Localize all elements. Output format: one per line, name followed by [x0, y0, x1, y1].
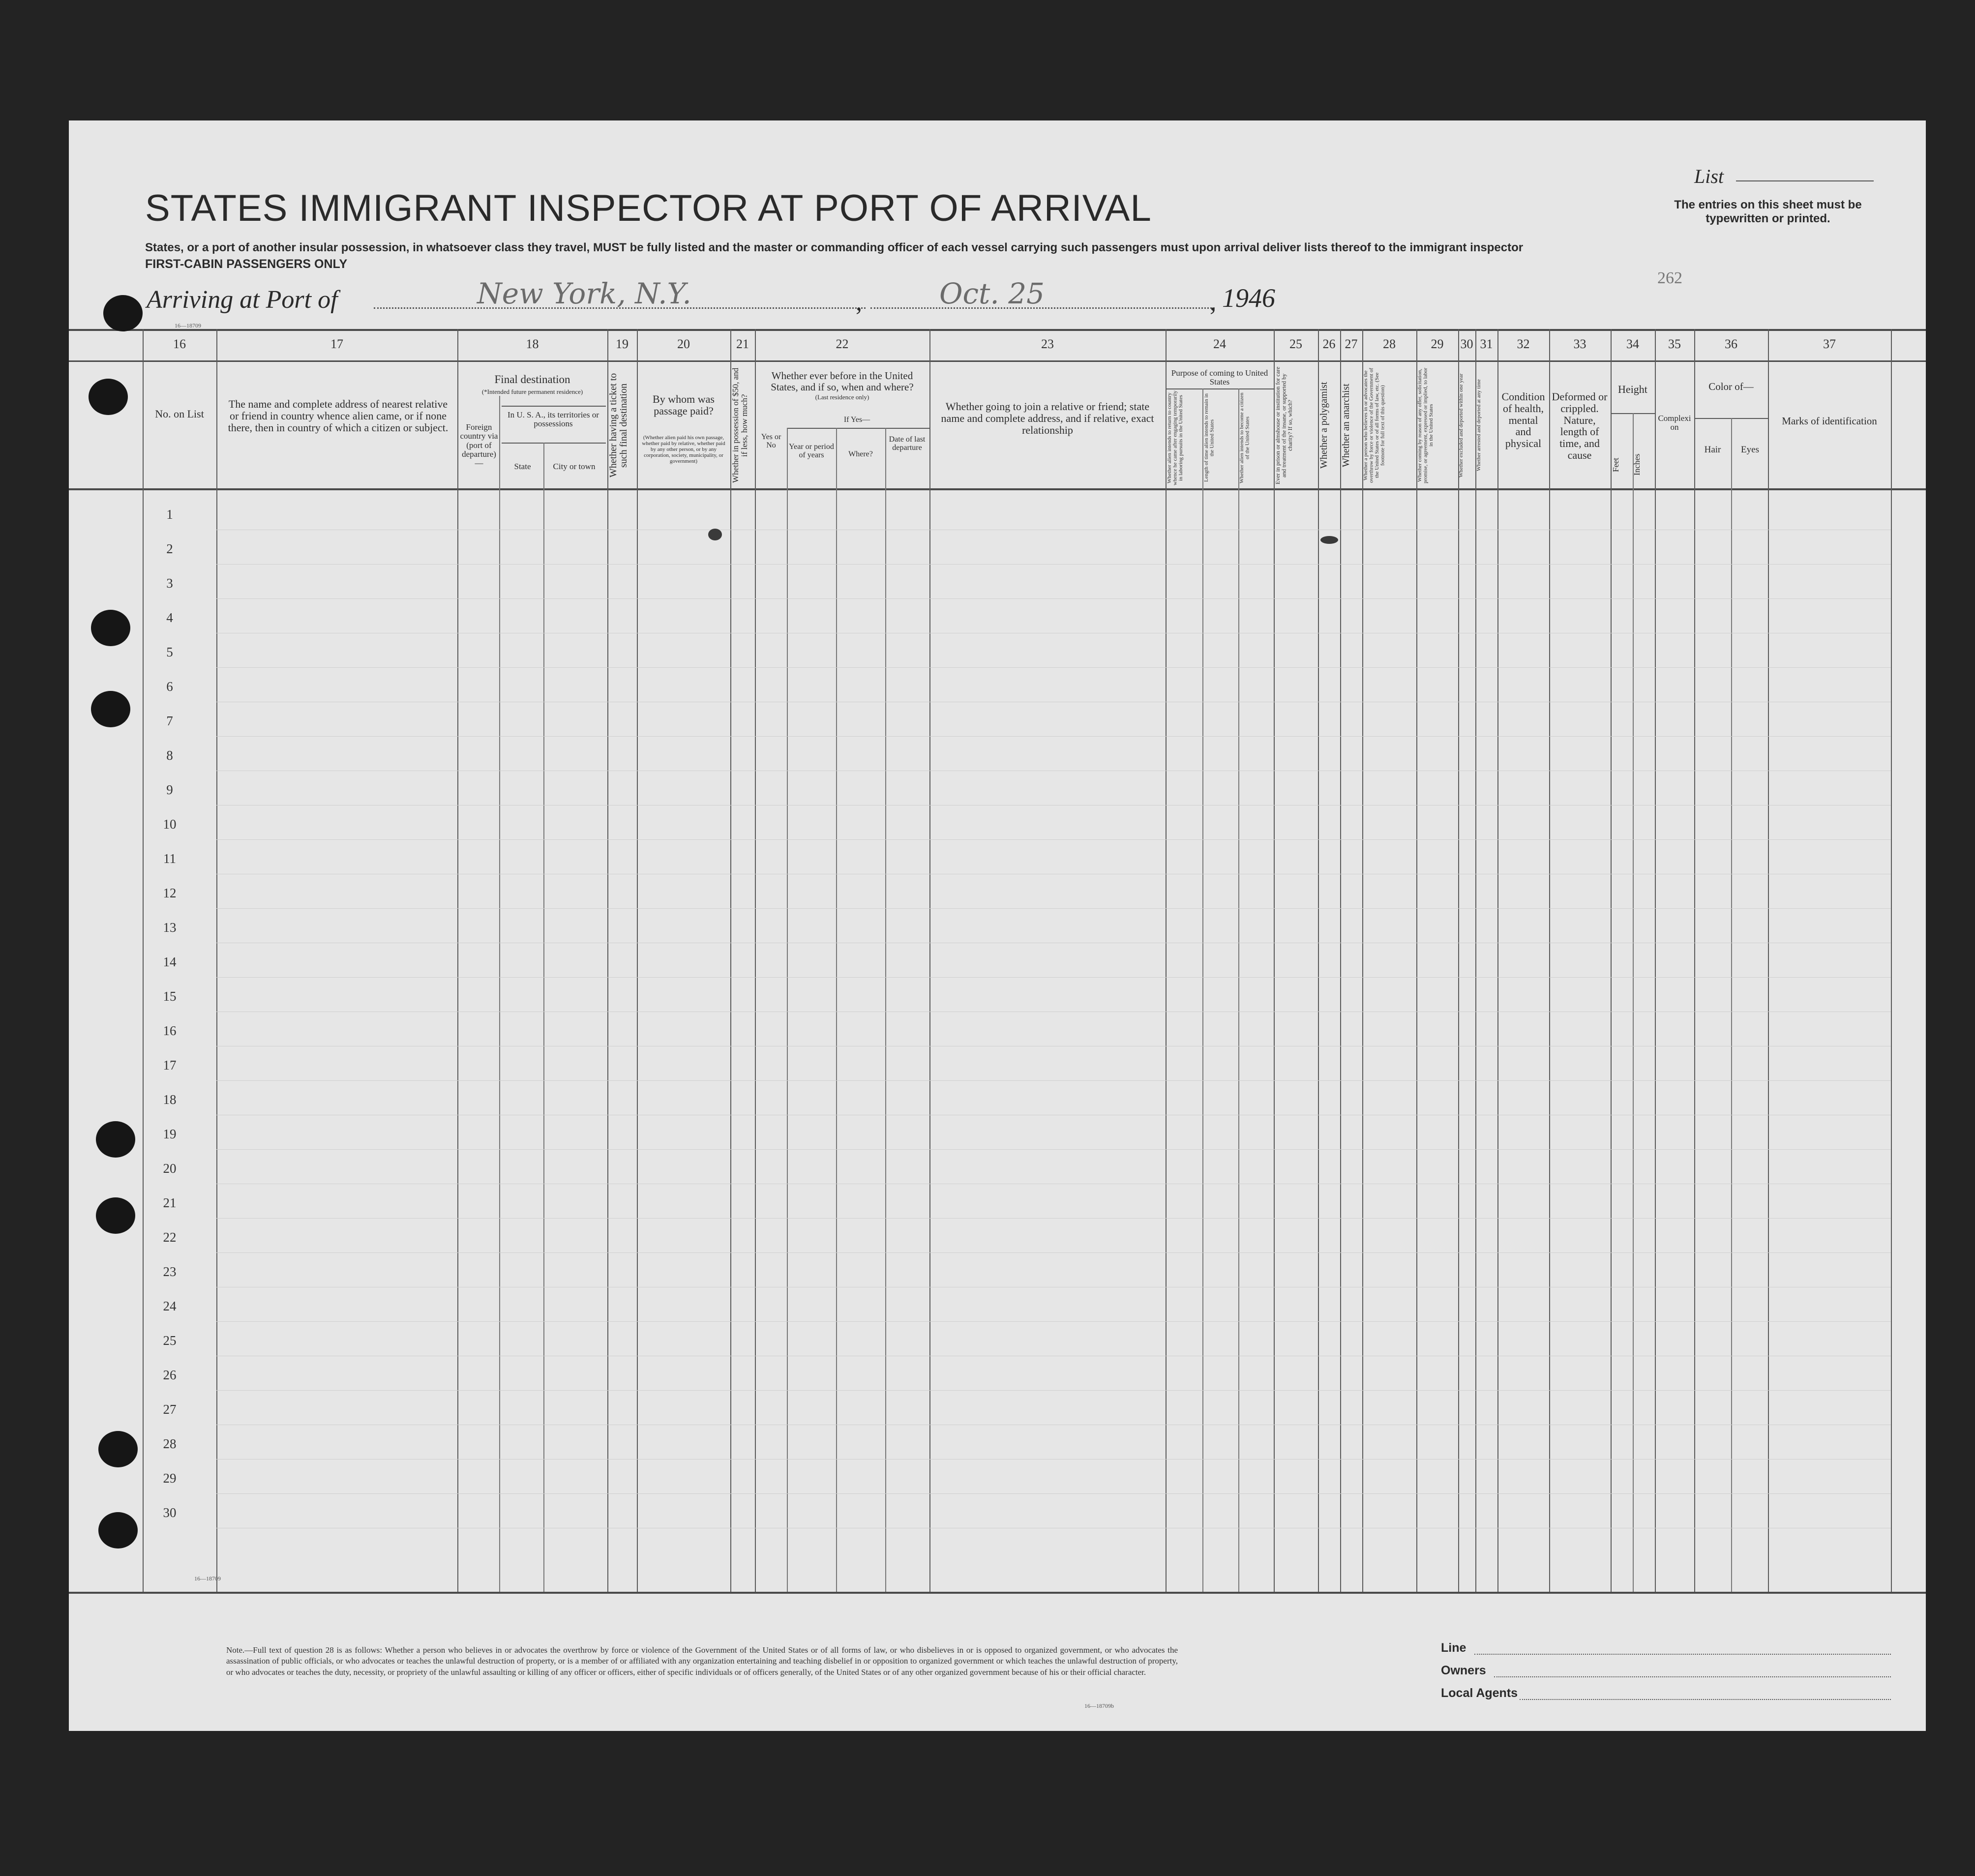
- col-18-title: Final destination: [494, 373, 570, 386]
- col-num-24: 24: [1213, 337, 1226, 351]
- row-number: 12: [163, 886, 177, 900]
- row-number: 2: [166, 541, 173, 556]
- punch-hole: [96, 1197, 135, 1234]
- punch-hole: [91, 691, 130, 727]
- col-27-header: Whether an anarchist: [1341, 384, 1351, 467]
- col-20-sub: (Whether alien paid his own passage, whether paid by relative, whether paid by any other person, or by any corporation, society, municipality, or government): [642, 435, 725, 464]
- col-24-b: Length of time alien intends to remain in the United States: [1203, 393, 1215, 482]
- row-number: 18: [163, 1092, 177, 1107]
- col-35-header: Complexion: [1658, 414, 1691, 432]
- col-num-26: 26: [1322, 337, 1336, 351]
- col-num-18: 18: [526, 337, 539, 351]
- punch-hole: [103, 295, 143, 331]
- col-num-16: 16: [173, 337, 186, 351]
- ink-blot: [708, 529, 722, 540]
- col-18-city: City or town: [553, 462, 596, 471]
- col-19-header: Whether having a ticket to such final destination: [608, 373, 629, 478]
- col-28-header: Whether a person who believes in or advocates the overthrow by force or violence of the Government of the United States or of all forms of law, etc. (See footnote for full text of this question): [1363, 368, 1386, 483]
- row-number: 11: [163, 851, 176, 866]
- local-agents-label: Local Agents: [1441, 1686, 1518, 1700]
- typewritten-notice: The entries on this sheet must be typewritten or printed.: [1674, 198, 1862, 225]
- col-24-c: Whether alien intends to become a citizen of the United States: [1239, 392, 1251, 483]
- col-num-35: 35: [1668, 337, 1681, 351]
- col-num-28: 28: [1383, 337, 1396, 351]
- line-label: Line: [1441, 1641, 1466, 1655]
- col-22-ifyes: If Yes—: [843, 416, 870, 424]
- row-number: 22: [163, 1230, 177, 1245]
- col-16-header: No. on List: [155, 408, 204, 420]
- row-number: 9: [166, 782, 173, 797]
- col-num-29: 29: [1431, 337, 1444, 351]
- row-number: 21: [163, 1195, 177, 1210]
- col-22-date: Date of last departure: [889, 435, 926, 452]
- col-num-33: 33: [1573, 337, 1586, 351]
- col-18-sub: (*Intended future permanent residence): [481, 388, 583, 395]
- col-36-hair: Hair: [1704, 445, 1721, 455]
- row-number: 15: [163, 989, 177, 1004]
- col-num-17: 17: [330, 337, 343, 351]
- row-number: 17: [163, 1058, 177, 1072]
- port-handwritten: New York, N.Y.: [477, 277, 691, 310]
- punch-hole: [98, 1512, 138, 1548]
- col-num-32: 32: [1517, 337, 1530, 351]
- col-23-header: Whether going to join a relative or friend; state name and complete address, and if relative, exact relationship: [941, 400, 1154, 436]
- col-32-header: Condition of health, mental and physical: [1501, 390, 1545, 449]
- col-31-header: Whether arrested and deported at any time: [1476, 379, 1482, 472]
- col-18-state: State: [514, 462, 531, 471]
- col-18-foreign: Foreign country via (port of departure)—: [460, 422, 498, 468]
- punch-hole: [89, 379, 128, 415]
- row-number: 3: [166, 576, 173, 591]
- col-22-year: Year or period of years: [789, 443, 834, 460]
- row-number: 23: [163, 1264, 177, 1279]
- col-20-title: By whom was passage paid?: [653, 393, 715, 417]
- row-number: 5: [166, 645, 173, 659]
- row-number: 25: [163, 1333, 177, 1348]
- footer-form-code: 16—18709b: [1084, 1702, 1114, 1709]
- col-num-30: 30: [1460, 337, 1473, 351]
- row-number: 6: [166, 679, 173, 694]
- year: 1946: [1222, 283, 1275, 313]
- col-24-title: Purpose of coming to United States: [1171, 368, 1268, 387]
- col-22-title: Whether ever before in the United States, and if so, when and where?: [771, 370, 914, 393]
- owners-label: Owners: [1441, 1664, 1486, 1677]
- col-25-header: Ever in prison or almshouse or institution for care and treatment of the insane, or supported by charity? If so, which?: [1274, 366, 1294, 484]
- row-number: 26: [163, 1368, 177, 1382]
- col-num-19: 19: [616, 337, 628, 351]
- row-number: 27: [163, 1402, 177, 1417]
- row-number: 19: [163, 1127, 177, 1141]
- col-num-20: 20: [677, 337, 690, 351]
- row-number: 16: [163, 1023, 177, 1038]
- col-21-header: Whether in possession of $50, and if less, how much?: [731, 367, 749, 483]
- row-number: 24: [163, 1299, 177, 1313]
- col-24-a: Whether alien intends to return to country whence he came after engaging temporarily in laboring pursuits in the United States: [1167, 390, 1184, 485]
- row-number: 30: [163, 1505, 177, 1520]
- row-number: 8: [166, 748, 173, 763]
- col-num-27: 27: [1345, 337, 1358, 351]
- col-36-title: Color of—: [1708, 381, 1754, 392]
- ink-blot: [1320, 536, 1338, 544]
- row-number: 1: [166, 507, 173, 522]
- col-num-21: 21: [736, 337, 749, 351]
- col-num-37: 37: [1823, 337, 1836, 351]
- page-title: STATES IMMIGRANT INSPECTOR AT PORT OF ARRIVAL: [145, 187, 1152, 229]
- list-label: List: [1694, 165, 1724, 187]
- form-code-bottom: 16—18709: [194, 1575, 221, 1582]
- punch-hole: [91, 610, 130, 646]
- row-number: 20: [163, 1161, 177, 1176]
- row-number: 14: [163, 954, 177, 969]
- col-num-31: 31: [1480, 337, 1493, 351]
- row-number: 4: [166, 610, 173, 625]
- arriving-label: Arriving at Port of: [147, 286, 338, 314]
- comma-1: ,: [856, 288, 862, 316]
- footnote-q28: Note.—Full text of question 28 is as follows: Whether a person who believes in or advocates the overthrow by force or violence of the Government of the United States or of all forms of law, or who disbelieves in or is opposed to organized government, or who advocates the assassination of public officials, or who advocates or teaches the unlawful destruction of property, or is a member of or affiliated with any organization entertaining and teaching disbelief in or opposition to organized government or which teaches the unlawful destruction of property, or who advocates or teaches the duty, necessity, or propriety of the unlawful assaulting or killing of any officer or officers, either of specific individuals or of officers generally, of the United States or of any other organized government because of his or their official character.: [226, 1645, 1178, 1677]
- class-line: FIRST-CABIN PASSENGERS ONLY: [145, 257, 348, 271]
- manifest-sheet: [69, 120, 1926, 1731]
- col-num-25: 25: [1289, 337, 1302, 351]
- instruction-text: States, or a port of another insular possession, in whatsoever class they travel, MUST be fully listed and the master or commanding officer of each vessel carrying such passengers must upon arrival deliver lists thereof to the immigrant inspector: [145, 241, 1524, 254]
- stamp-number: 262: [1657, 269, 1682, 287]
- row-number: 10: [163, 817, 177, 832]
- col-26-header: Whether a polygamist: [1318, 382, 1329, 469]
- col-18-us: In U. S. A., its territories or possessions: [507, 410, 599, 429]
- row-number: 29: [163, 1471, 177, 1486]
- form-code-top: 16—18709: [175, 322, 201, 329]
- col-17-header: The name and complete address of nearest relative or friend in country whence alien came, or if none there, then in country of which a citizen or subject.: [228, 398, 449, 434]
- col-33-header: Deformed or crippled. Nature, length of time, and cause: [1552, 390, 1608, 461]
- comma-2: ,: [1210, 288, 1216, 316]
- date-handwritten: Oct. 25: [939, 277, 1045, 310]
- punch-hole: [98, 1431, 138, 1467]
- col-num-34: 34: [1626, 337, 1639, 351]
- col-num-36: 36: [1725, 337, 1737, 351]
- col-num-22: 22: [836, 337, 849, 351]
- punch-hole: [96, 1121, 135, 1158]
- col-22-where: Where?: [848, 450, 873, 458]
- col-37-header: Marks of identification: [1782, 415, 1877, 427]
- row-number: 28: [163, 1436, 177, 1451]
- col-22-yesno: Yes or No: [761, 433, 781, 450]
- col-36-eyes: Eyes: [1741, 445, 1759, 455]
- col-29-header: Whether coming by reason of any offer, solicitation, promise, or agreement, expressed or implied, to labor in the United States: [1417, 367, 1435, 483]
- col-34-title: Height: [1618, 383, 1647, 395]
- col-34-feet: Feet: [1611, 457, 1620, 472]
- col-34-inches: Inches: [1632, 453, 1642, 476]
- row-number: 7: [166, 714, 173, 728]
- col-30-header: Whether excluded and deported within one year: [1458, 373, 1464, 477]
- col-num-23: 23: [1041, 337, 1054, 351]
- col-22-sub: (Last residence only): [815, 393, 869, 401]
- row-number: 13: [163, 920, 177, 935]
